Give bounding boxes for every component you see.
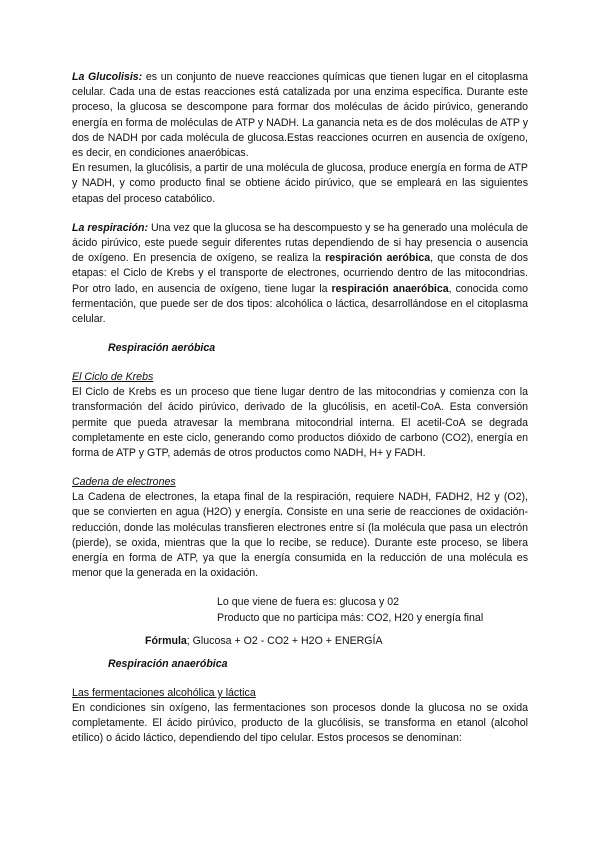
respiracion-text-1: Una vez que la glucosa se ha descompuesto y se ha generado una molécula de ácido pirúvico, este puede seguir diferentes rutas dependiendo de si hay presencia o ausencia de oxígeno. En presencia de oxígeno, se realiza la (72, 221, 528, 265)
glucolisis-title: La Glucolisis: (72, 71, 143, 83)
formula-label: Fórmula (145, 634, 187, 647)
glucolisis-text: es un conjunto de nueve reacciones químicas que tienen lugar en el citoplasma celular. Cada una de estas reacciones está catalizada por una enzima específica. Durante este proceso, la glucosa se descompone para formar dos moléculas de ácido pirúvico, generando energía en forma de moléculas de ATP y NADH. La ganancia neta es de dos moléculas de ATP y dos de NADH por cada molécula de glucosa.Estas reacciones ocurren en ausencia de oxígeno, es decir, en condiciones anaeróbicas. (72, 71, 528, 160)
respiracion-aerobica-term: respiración aeróbica (325, 252, 431, 265)
anaerobica-heading: Respiración anaeróbica (108, 657, 228, 670)
formula-line (72, 634, 528, 649)
respiracion-text-2: , que consta de dos etapas: el Ciclo de Krebs y el transporte de electrones, ocurriendo dentro de las mitocondrias. Por otro lado, en ausencia de oxígeno, tiene lugar la (72, 252, 529, 295)
inputs-line: Lo que viene de fuera es: glucosa y 02 (217, 596, 399, 609)
aerobica-heading: Respiración aeróbica (108, 342, 216, 355)
respiracion-anaerobica-term: respiración anaeróbica (331, 282, 449, 295)
glucolisis-paragraph (72, 70, 528, 161)
krebs-title: El Ciclo de Krebs (72, 371, 154, 384)
respiracion-text-3: , conocida como fermentación, que puede ser de dos tipos: alcohólica o láctica, desarrollándose en el citoplasma celular. (72, 282, 528, 326)
respiracion-paragraph (72, 221, 528, 327)
fermentaciones-title: Las fermentaciones alcohólica y láctica (72, 686, 256, 699)
cadena-title: Cadena de electrones (72, 476, 176, 489)
fermentaciones-paragraph: En condiciones sin oxígeno, las fermentaciones son procesos donde la glucosa no se oxida completamente. El ácido pirúvico, producto de la glucólisis, se transforma en etanol (alcohol etílico) o ácido láctico, dependiendo del tipo celular. Estos procesos se denominan: (72, 701, 528, 745)
outputs-line: Producto que no participa más: CO2, H20 y energía final (217, 611, 484, 624)
document-page (72, 70, 528, 747)
krebs-paragraph: El Ciclo de Krebs es un proceso que tiene lugar dentro de las mitocondrias y comienza con la transformación del ácido pirúvico, derivado de la glucólisis, en acetil-CoA. Esta conversión permite que pueda atravesar la membrana mitocondrial interna. El acetil-CoA se degrada completamente en este ciclo, generando como productos dióxido de carbono (CO2), energía en forma de ATP y GTP, además de otros productos como NADH, H+ y FADH. (72, 386, 528, 460)
formula-text: ; Glucosa + O2 - CO2 + H2O + ENERGÍA (186, 634, 383, 647)
glucolisis-summary: En resumen, la glucólisis, a partir de una molécula de glucosa, produce energía en forma de ATP y NADH, y como producto final se obtiene ácido pirúvico, que se empleará en las siguientes etapas del proceso catabólico. (72, 162, 528, 205)
cadena-paragraph: La Cadena de electrones, la etapa final de la respiración, requiere NADH, FADH2, H2 y (O2), que se convierten en agua (H2O) y energía. Consiste en una serie de reacciones de oxidación-reducción, donde las moléculas transfieren electrones entre sí (la molécula que pasa un electrón (pierde), se oxida, mientras que la que lo recibe, se reduce). Durante este proceso, se libera energía en forma de ATP, ya que la energía consumida en la reducción de una molécula es menor que la generada en la oxidación. (72, 491, 528, 580)
respiracion-title: La respiración: (72, 221, 148, 234)
